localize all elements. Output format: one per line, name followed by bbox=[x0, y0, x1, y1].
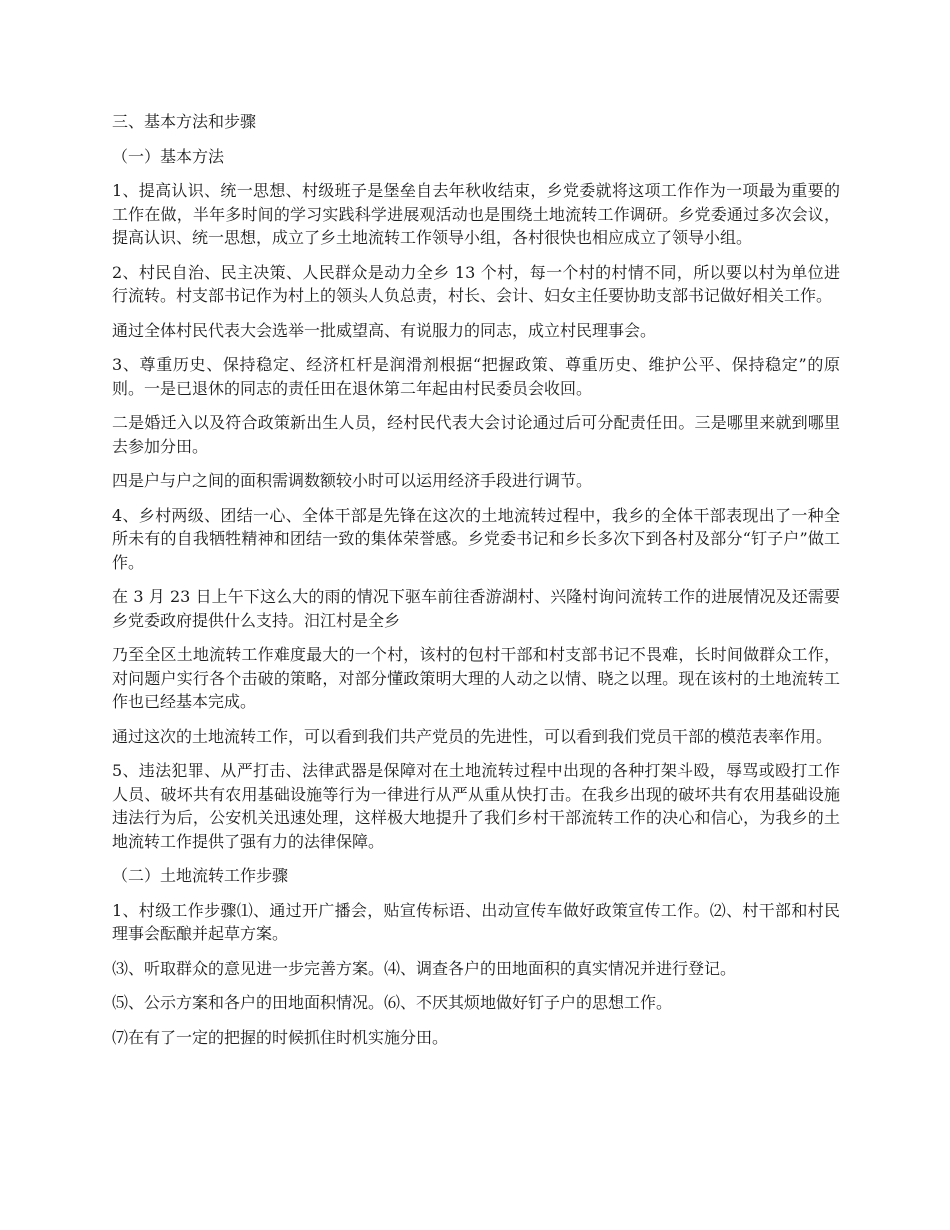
paragraph: 乃至全区土地流转工作难度最大的一个村，该村的包村干部和村支部书记不畏难，长时间做群众工作，对问题户实行各个击破的策略，对部分懂政策明大理的人动之以情、晓之以理。现在该村的土地流转工作也已经基本完成。 bbox=[112, 645, 840, 711]
paragraph: 二是婚迁入以及符合政策新出生人员，经村民代表大会讨论通过后可分配责任田。三是哪里来就到哪里去参加分田。 bbox=[112, 413, 840, 456]
paragraph: 通过这次的土地流转工作，可以看到我们共产党员的先进性，可以看到我们党员干部的模范表率作用。 bbox=[112, 726, 833, 746]
paragraph: 四是户与户之间的面积需调数额较小时可以运用经济手段进行调节。 bbox=[112, 471, 593, 490]
paragraph: 4、乡村两级、团结一心、全体干部是先锋在这次的土地流转过程中，我乡的全体干部表现出了一种全所未有的自我牺牲精神和团结一致的集体荣誉感。乡党委书记和乡长多次下到各村及部分“钉子户”做工作。 bbox=[112, 505, 840, 572]
document-page bbox=[112, 110, 840, 1060]
paragraph: ⑺在有了一定的把握的时候抓住时机实施分田。 bbox=[112, 1027, 449, 1047]
paragraph: 1、提高认识、统一思想、村级班子是堡垒自去年秋收结束，乡党委就将这项工作作为一项最为重要的工作在做，半年多时间的学习实践科学进展观活动也是围绕土地流转工作调研。乡党委通过多次会议，提高认识、统一思想，成立了乡土地流转工作领导小组，各村很快也相应成立了领导小组。 bbox=[112, 181, 840, 247]
subsection-title-transfer-steps: （二）土地流转工作步骤 bbox=[112, 866, 289, 885]
paragraph: 在 3 月 23 日上午下这么大的雨的情况下驱车前往香游湖村、兴隆村询问流转工作的进展情况及还需要乡党委政府提供什么支持。汨江村是全乡 bbox=[112, 587, 840, 630]
paragraph: 1、村级工作步骤⑴、通过开广播会，贴宣传标语、出动宣传车做好政策宣传工作。⑵、村干部和村民理事会酝酿并起草方案。 bbox=[112, 900, 840, 943]
section-title: 三、基本方法和步骤 bbox=[112, 112, 257, 131]
paragraph: 3、尊重历史、保持稳定、经济杠杆是润滑剂根据“把握政策、尊重历史、维护公平、保持稳定”的原则。一是已退休的同志的责任田在退休第二年起由村民委员会收回。 bbox=[112, 355, 840, 398]
paragraph: 2、村民自治、民主决策、人民群众是动力全乡 13 个村，每一个村的村情不同，所以要以村为单位进行流转。村支部书记作为村上的领头人负总责，村长、会计、妇女主任要协助支部书记做好相关工作。 bbox=[112, 262, 840, 305]
paragraph: 通过全体村民代表大会选举一批威望高、有说服力的同志，成立村民理事会。 bbox=[112, 320, 657, 340]
paragraph: ⑸、公示方案和各户的田地面积情况。⑹、不厌其烦地做好钉子户的思想工作。 bbox=[112, 993, 673, 1012]
paragraph: ⑶、听取群众的意见进一步完善方案。⑷、调查各户的田地面积的真实情况并进行登记。 bbox=[112, 958, 737, 978]
subsection-title-basic-methods: （一）基本方法 bbox=[112, 146, 225, 166]
paragraph: 5、违法犯罪、从严打击、法律武器是保障对在土地流转过程中出现的各种打架斗殴，辱骂或殴打工作人员、破坏共有农用基础设施等行为一律进行从严从重从快打击。在我乡出现的破坏共有农用基础设施违法行为后，公安机关迅速处理，这样极大地提升了我们乡村干部流转工作的决心和信心，为我乡的土地流转工作提供了强有力的法律保障。 bbox=[112, 761, 840, 851]
